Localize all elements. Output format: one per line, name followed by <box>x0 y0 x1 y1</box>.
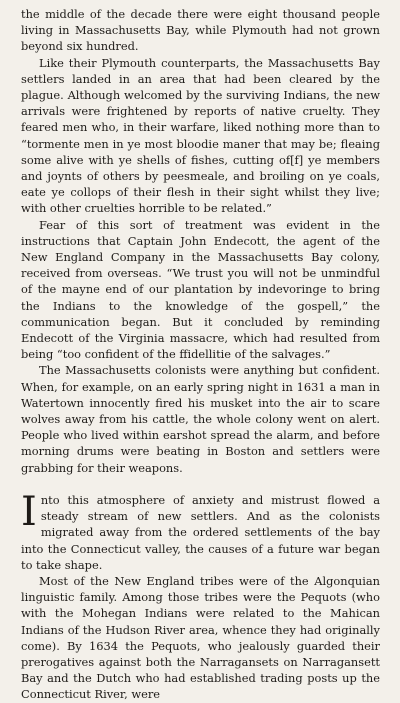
paragraph-endecott: Fear of this sort of treatment was evident in the instructions that Captain John Endecott, the agent of the New England Company in the Massachusetts Bay colony, received from overseas. “We trust you will not be unmindful of the mayne end of our plantation by indevoringe to bring the Indians to the knowledge of the gospell,” the communication began. But it concluded by reminding Endecott of the Virginia massacre, which had resulted from being “too confident of the ffidellitie of the salvages.” <box>21 217 380 362</box>
section-break <box>21 476 380 492</box>
paragraph-plague: Like their Plymouth counterparts, the Massachusetts Bay settlers landed in an area that had been cleared by the plague. Although welcomed by the surviving Indians, the new arrivals were frightened by reports of native cruelty. They feared men who, in their warfare, liked nothing more than to “tormente men in ye most bloodie maner that may be; fleaing some alive with ye shells of fishes, cutting of[f] ye members and joynts of others by peesmeale, and broiling on ye coals, eate ye collops of their flesh in their sight whilst they live; with other cruelties horrible to be related.” <box>21 55 380 216</box>
dropcap-paragraph-text: nto this atmosphere of anxiety and mistrust flowed a steady stream of new settlers. And as the colonists migrated away from the ordered settlements of the bay into the Connecticut valley, the causes of a future war began to take shape. <box>21 492 380 572</box>
paragraph-algonquian: Most of the New England tribes were of the Algonquian linguistic family. Among those tribes were the Pequots (who with the Mohegan Indians were related to the Mahican Indians of the Hudson River area, whence they had originally come). By 1634 the Pequots, who jealously guarded their prerogatives against both the Narragansets on Narragansett Bay and the Dutch who had established trading posts up the Connecticut River, were <box>21 573 380 702</box>
drop-cap-letter: I <box>21 488 37 535</box>
paragraph-continued: the middle of the decade there were eight thousand people living in Massachusetts Bay, while Plymouth had not grown beyond six hundred. <box>21 7 380 54</box>
paragraph-dropcap <box>21 488 380 573</box>
paragraph-watertown: The Massachusetts colonists were anything but confident. When, for example, on an early spring night in 1631 a man in Watertown innocently fired his musket into the air to scare wolves away from his cattle, the whole colony went on alert. People who lived within earshot spread the alarm, and before morning drums were beating in Boston and settlers were grabbing for their weapons. <box>21 363 380 475</box>
